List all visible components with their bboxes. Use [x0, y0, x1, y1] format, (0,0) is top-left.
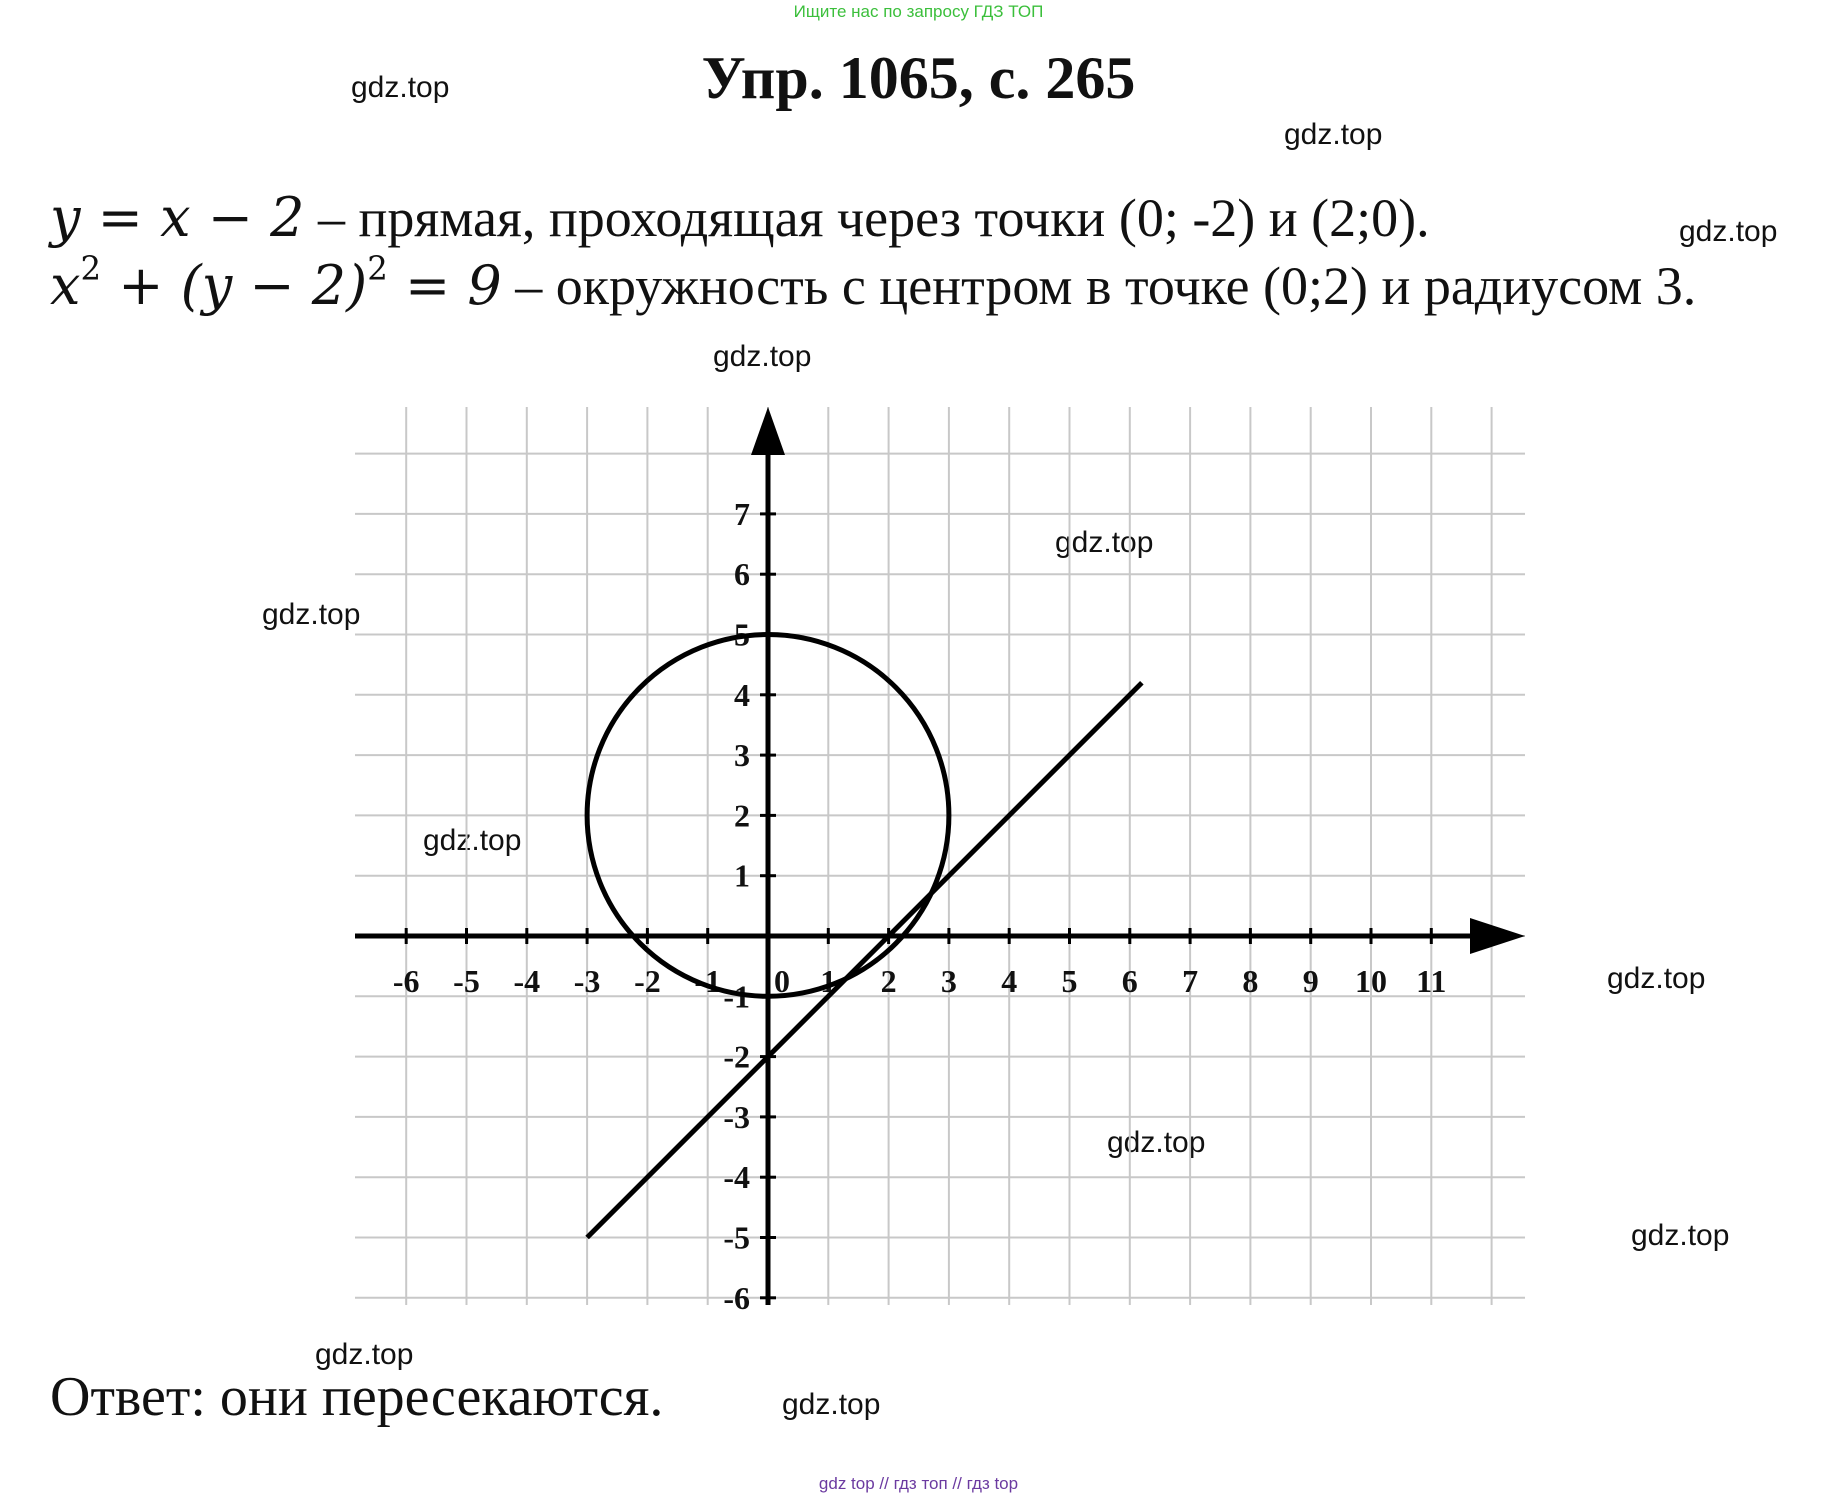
y-tick-label: 5: [734, 616, 750, 653]
y-tick-label: 7: [734, 495, 750, 532]
y-tick-label: -1: [723, 978, 750, 1015]
watermark: gdz.top: [1284, 118, 1383, 151]
footer: gdz top // гдз топ // гдз top: [818, 1474, 1019, 1493]
y-tick-label: 3: [734, 737, 750, 774]
watermark: gdz.top: [1679, 215, 1778, 248]
grid: [355, 407, 1525, 1305]
watermark: gdz.top: [1107, 1126, 1206, 1159]
y-tick-label: -6: [723, 1279, 750, 1316]
watermark: gdz.top: [262, 598, 361, 631]
x-tick-label: 5: [1061, 963, 1078, 999]
y-tick-label: 4: [734, 676, 750, 713]
axes: [355, 407, 1525, 1305]
x-tick-label: 2: [880, 963, 897, 999]
line-description: – прямая, проходящая через точки (0; -2) и (2;0).: [304, 188, 1430, 248]
page-title: Упр. 1065, с. 265: [701, 45, 1136, 111]
watermark: gdz.top: [1631, 1219, 1730, 1252]
x-tick-label: 8: [1242, 963, 1259, 999]
x-tick-label: -1: [694, 963, 722, 999]
watermark: gdz.top: [315, 1338, 414, 1371]
y-tick-label: -4: [723, 1159, 750, 1196]
x-tick-label: 10: [1355, 963, 1387, 999]
x-tick-label: -6: [392, 963, 420, 999]
y-tick-label: 1: [734, 857, 750, 894]
line-equation: y = x − 2: [50, 186, 305, 249]
y-tick-label: -2: [723, 1038, 750, 1075]
y-tick-label: -3: [723, 1098, 750, 1135]
x-axis-arrow: [1470, 918, 1525, 954]
y-tick-label: -5: [723, 1219, 750, 1256]
x-tick-label: 0: [774, 963, 790, 999]
x-tick-label: 7: [1182, 963, 1199, 999]
y-tick-label: 6: [734, 556, 750, 593]
watermark: gdz.top: [1607, 962, 1706, 995]
answer-text: Ответ: они пересекаются.: [50, 1366, 664, 1428]
x-tick-label: 11: [1416, 963, 1447, 999]
watermark: gdz.top: [713, 340, 812, 373]
watermark: gdz.top: [782, 1388, 881, 1421]
x-tick-label: 9: [1302, 963, 1319, 999]
line-curve: [587, 683, 1142, 1238]
y-tick-label: 2: [734, 797, 750, 834]
x-tick-label: -5: [453, 963, 480, 999]
x-tick-label: -3: [573, 963, 601, 999]
circle-equation: $x^2 + (y - 2)^2 = 9$: [50, 249, 502, 317]
watermark: gdz.top: [1055, 526, 1154, 559]
watermark: gdz.top: [423, 824, 522, 857]
x-tick-label: -4: [513, 963, 541, 999]
watermark: gdz.top: [351, 71, 450, 104]
top-banner: Ищите нас по запросу ГДЗ ТОП: [793, 2, 1044, 21]
x-tick-label: 4: [1001, 963, 1018, 999]
x-tick-label: 1: [820, 963, 837, 999]
y-axis-arrow: [751, 407, 785, 455]
x-tick-label: 6: [1121, 963, 1138, 999]
x-tick-label: -2: [634, 963, 661, 999]
circle-description: – окружность с центром в точке (0;2) и радиусом 3.: [501, 256, 1697, 316]
x-tick-label: 3: [940, 963, 957, 999]
